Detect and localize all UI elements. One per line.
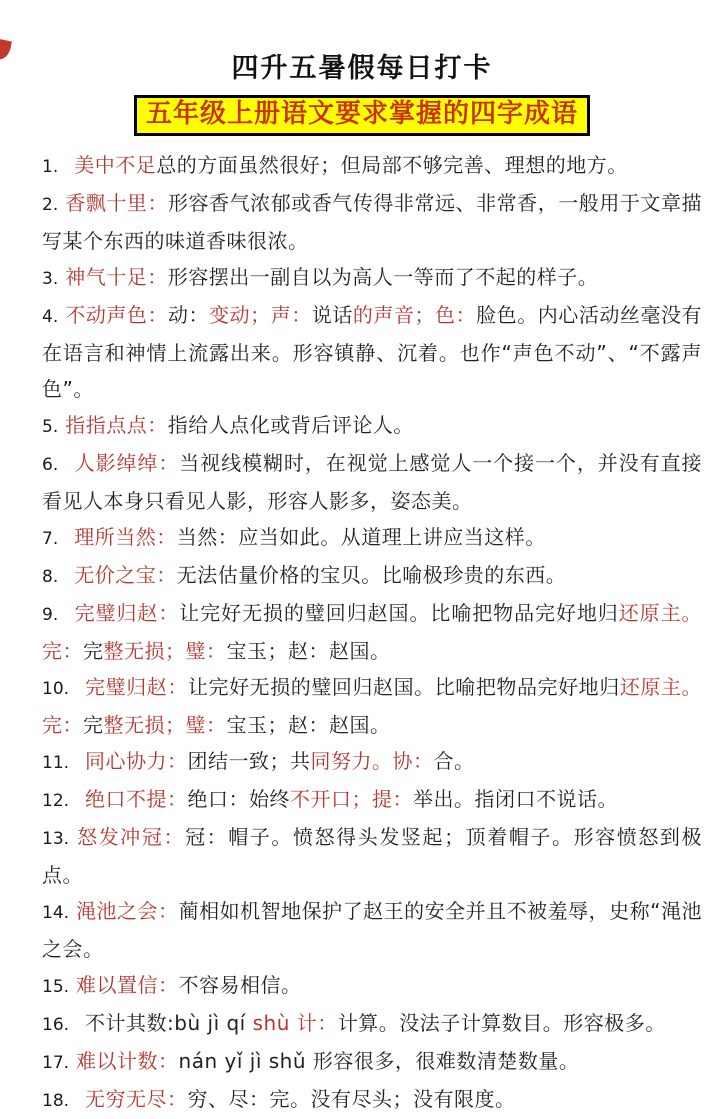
idiom-text: 香飘十里：	[65, 190, 168, 215]
list-item	[42, 781, 702, 819]
definition-text: 绝口：始终	[187, 786, 291, 811]
idiom-list	[0, 147, 724, 1119]
item-number: 4.	[42, 306, 59, 327]
list-item	[42, 147, 702, 185]
idiom-text: 无价之宝：	[74, 562, 177, 587]
idiom-text: 还原主。完：	[42, 600, 703, 663]
list-item	[42, 259, 702, 297]
idiom-text: shù 计：	[252, 1010, 338, 1035]
definition-text: 不容易相信。	[178, 972, 302, 997]
list-item	[42, 893, 702, 967]
item-number: 18.	[42, 1090, 70, 1111]
idiom-text: 整无损；璧：	[103, 638, 227, 663]
idiom-text: 难以计数：	[76, 1048, 179, 1073]
item-number: 13.	[42, 828, 70, 849]
definition-text: 让完好无损的璧回归赵国。比喻把物品完好地归	[179, 600, 619, 625]
item-number: 1.	[42, 156, 59, 177]
item-number: 7.	[42, 528, 59, 549]
idiom-text: 整无损；璧：	[103, 712, 227, 737]
definition-text: 不计其数:bù jì qí	[85, 1010, 253, 1035]
list-item	[42, 967, 702, 1005]
list-item	[42, 1005, 702, 1043]
definition-text: 说话	[311, 302, 353, 327]
idiom-text: 不开口；提：	[290, 786, 414, 811]
list-item	[42, 1081, 702, 1119]
item-number: 11.	[42, 752, 70, 773]
definition-text: nán yǐ jì shǔ 形容很多，很难数清楚数量。	[178, 1048, 580, 1073]
item-number: 12.	[42, 790, 70, 811]
definition-text: 形容香气浓郁或香气传得非常远、非常香，一般用于文章描写某个东西的味道香味很浓。	[42, 190, 703, 253]
item-number: 3.	[42, 268, 59, 289]
idiom-text: 完璧归赵：	[74, 600, 180, 625]
list-item	[42, 445, 702, 519]
subtitle-row	[0, 95, 724, 136]
idiom-text: 无穷无尽：	[85, 1086, 188, 1111]
definition-text: 完	[83, 712, 104, 737]
list-item	[42, 557, 702, 595]
idiom-text: 还原主。完：	[42, 674, 703, 737]
list-item	[42, 819, 702, 893]
idiom-text: 人影绰绰：	[74, 450, 180, 475]
idiom-text: 难以置信：	[76, 972, 179, 997]
idiom-text: 变动；声：	[209, 302, 312, 327]
document-page	[0, 46, 724, 1111]
idiom-text: 怒发冲冠：	[76, 824, 186, 849]
definition-text: 穷、尽：完。没有尽头；没有限度。	[187, 1086, 516, 1111]
item-number: 15.	[42, 976, 70, 997]
list-item	[42, 519, 702, 557]
definition-text: 完	[83, 638, 104, 663]
definition-text: 当视线模糊时，在视觉上感觉人一个接一个，并没有直接看见人本身只看见人影，形容人影多，姿态美。	[42, 450, 703, 513]
definition-text: 蔺相如机智地保护了赵王的安全并且不被羞辱，史称“渑池之会。	[42, 898, 702, 961]
definition-text: 脸色。内心活动丝毫没有在语言和神情上流露出来。形容镇静、沉着。也作“声色不动”、“不露声色”。	[42, 302, 703, 401]
item-number: 8.	[42, 566, 59, 587]
definition-text: 举出。指闭口不说话。	[413, 786, 619, 811]
definition-text: 计算。没法子计算数目。形容极多。	[337, 1010, 666, 1035]
list-item	[42, 185, 702, 259]
item-number: 6.	[42, 454, 59, 475]
definition-text: 团结一致；共	[187, 748, 311, 773]
definition-text: 让完好无损的璧回归赵国。比喻把物品完好地归	[187, 674, 620, 699]
item-number: 9.	[42, 604, 59, 625]
definition-text: 当然：应当如此。从道理上讲应当这样。	[176, 524, 546, 549]
item-number: 2.	[42, 194, 59, 215]
idiom-text: 完璧归赵：	[85, 674, 188, 699]
definition-text: 形容摆出一副自以为高人一等而了不起的样子。	[167, 264, 599, 289]
idiom-text: 理所当然：	[74, 524, 177, 549]
definition-text: 宝玉；赵：赵国。	[226, 638, 391, 663]
item-number: 10.	[42, 678, 70, 699]
idiom-text: 神气十足：	[65, 264, 168, 289]
list-item	[42, 595, 702, 669]
definition-text: 总的方面虽然很好；但局部不够完善、理想的地方。	[156, 152, 628, 177]
item-number: 5.	[42, 416, 59, 437]
idiom-text: 同心协力：	[85, 748, 188, 773]
definition-text: 宝玉；赵：赵国。	[226, 712, 391, 737]
list-item	[42, 407, 702, 445]
list-item	[42, 669, 702, 743]
item-number: 17.	[42, 1052, 70, 1073]
idiom-text: 同努力。协：	[310, 748, 434, 773]
definition-text: 动：	[167, 302, 210, 327]
definition-text: 无法估量价格的宝贝。比喻极珍贵的东西。	[176, 562, 567, 587]
idiom-text: 指指点点：	[65, 412, 168, 437]
item-number: 14.	[42, 902, 70, 923]
idiom-text: 渑池之会：	[76, 898, 179, 923]
idiom-text: 的声音；色：	[352, 302, 477, 327]
definition-text: 合。	[433, 748, 475, 773]
item-number: 16.	[42, 1014, 70, 1035]
highlighted-subtitle: 五年级上册语文要求掌握的四字成语	[134, 95, 590, 136]
list-item	[42, 743, 702, 781]
idiom-text: 美中不足	[74, 152, 157, 177]
definition-text: 指给人点化或背后评论人。	[167, 412, 414, 437]
idiom-text: 绝口不提：	[85, 786, 188, 811]
definition-text: 冠：帽子。愤怒得头发竖起；顶着帽子。形容愤怒到极点。	[42, 824, 703, 887]
idiom-text: 不动声色：	[65, 302, 168, 327]
list-item	[42, 1043, 702, 1081]
page-title: 四升五暑假每日打卡	[231, 53, 493, 84]
list-item	[42, 297, 702, 407]
